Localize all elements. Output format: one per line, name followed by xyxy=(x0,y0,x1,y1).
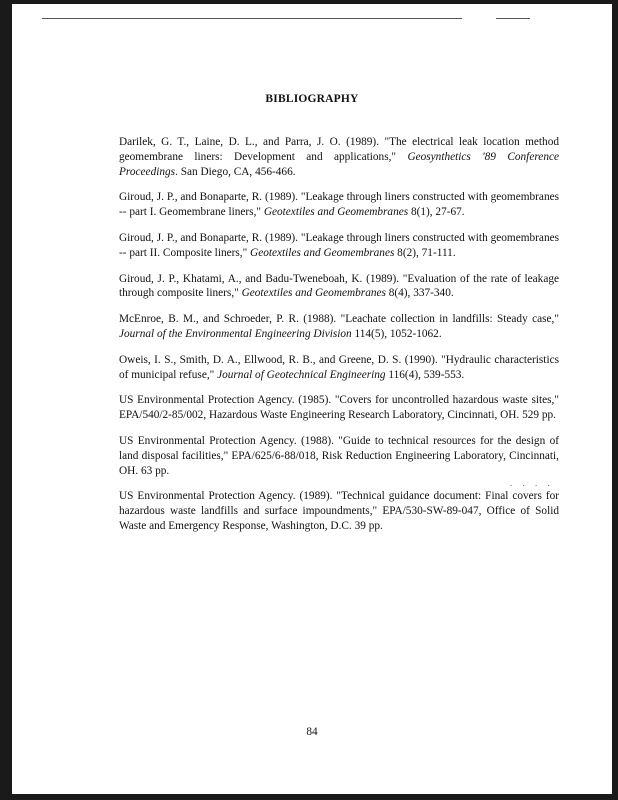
page-number: 84 xyxy=(306,726,318,738)
reference-entry xyxy=(119,393,559,423)
page-title: BIBLIOGRAPHY xyxy=(265,93,359,105)
reference-text: Giroud, J. P., and Bonaparte, R. (1989). "Leakage through liners constructed with geomembranes -- part I. Geomembrane liners," xyxy=(119,191,559,219)
reference-source-title: Geotextiles and Geomembranes xyxy=(250,246,395,259)
reference-entry xyxy=(119,231,559,261)
reference-source-title: Journal of the Environmental Engineering Division xyxy=(119,327,352,340)
reference-source-title: Geosynthetics '89 Conference Proceedings xyxy=(119,150,559,178)
reference-text: US Environmental Protection Agency. (1989). "Technical guidance document: Final covers for hazardous waste landfills and surface impoundments," EPA/530-SW-89-047, Office of Solid Waste and Emergency Response, Washington, D.C. 39 pp. xyxy=(119,490,559,532)
scan-artifact-line xyxy=(42,18,462,19)
reference-text-tail: . San Diego, CA, 456-466. xyxy=(175,165,296,178)
reference-text: Darilek, G. T., Laine, D. L., and Parra, J. O. (1989). "The electrical leak location method geomembrane liners: Development and applications," xyxy=(119,136,559,163)
reference-entry xyxy=(119,135,559,179)
reference-source-title: Journal of Geotechnical Engineering xyxy=(217,368,386,381)
reference-text: Oweis, I. S., Smith, D. A., Ellwood, R. B., and Greene, D. S. (1990). "Hydraulic characteristics of municipal refuse," xyxy=(119,353,559,381)
reference-entry xyxy=(119,489,559,533)
reference-text: Giroud, J. P., Khatami, A., and Badu-Tweneboah, K. (1989). "Evaluation of the rate of leakage through composite liners," xyxy=(119,272,559,300)
reference-text: US Environmental Protection Agency. (1988). "Guide to technical resources for the design of land disposal facilities," EPA/625/6-88/018, Risk Reduction Engineering Laboratory, Cincinnati, OH. 63 pp. xyxy=(119,434,559,477)
reference-source-title: Geotextiles and Geomembranes xyxy=(263,206,409,219)
reference-entry xyxy=(119,272,559,302)
reference-list xyxy=(119,135,559,545)
reference-text: McEnroe, B. M., and Schroeder, P. R. (1988). "Leachate collection in landfills: Steady case," xyxy=(119,313,559,326)
reference-text: US Environmental Protection Agency. (1985). "Covers for uncontrolled hazardous waste sites," EPA/540/2-85/002, Hazardous Waste Engineering Research Laboratory, Cincinnati, OH. 529 pp. xyxy=(119,394,559,422)
reference-text-tail: 116(4), 539-553. xyxy=(385,368,465,381)
reference-source-title: Geotextiles and Geomembranes xyxy=(241,287,386,300)
reference-text-tail: 8(4), 337-340. xyxy=(385,287,454,300)
reference-entry xyxy=(119,190,559,220)
scan-artifact-line xyxy=(496,18,530,19)
reference-text-tail: 114(5), 1052-1062. xyxy=(351,327,442,340)
reference-text-tail: 8(2), 71-111. xyxy=(394,246,456,259)
reference-entry xyxy=(119,434,559,478)
reference-entry xyxy=(119,312,559,342)
reference-text: Giroud, J. P., and Bonaparte, R. (1989). "Leakage through liners constructed with geomembranes -- part II. Composite liners," xyxy=(119,231,559,259)
scan-artifact-dots: . . . . xyxy=(510,478,554,488)
reference-entry xyxy=(119,353,559,383)
reference-text-tail: 8(1), 27-67. xyxy=(408,206,465,219)
document-page xyxy=(12,4,612,794)
